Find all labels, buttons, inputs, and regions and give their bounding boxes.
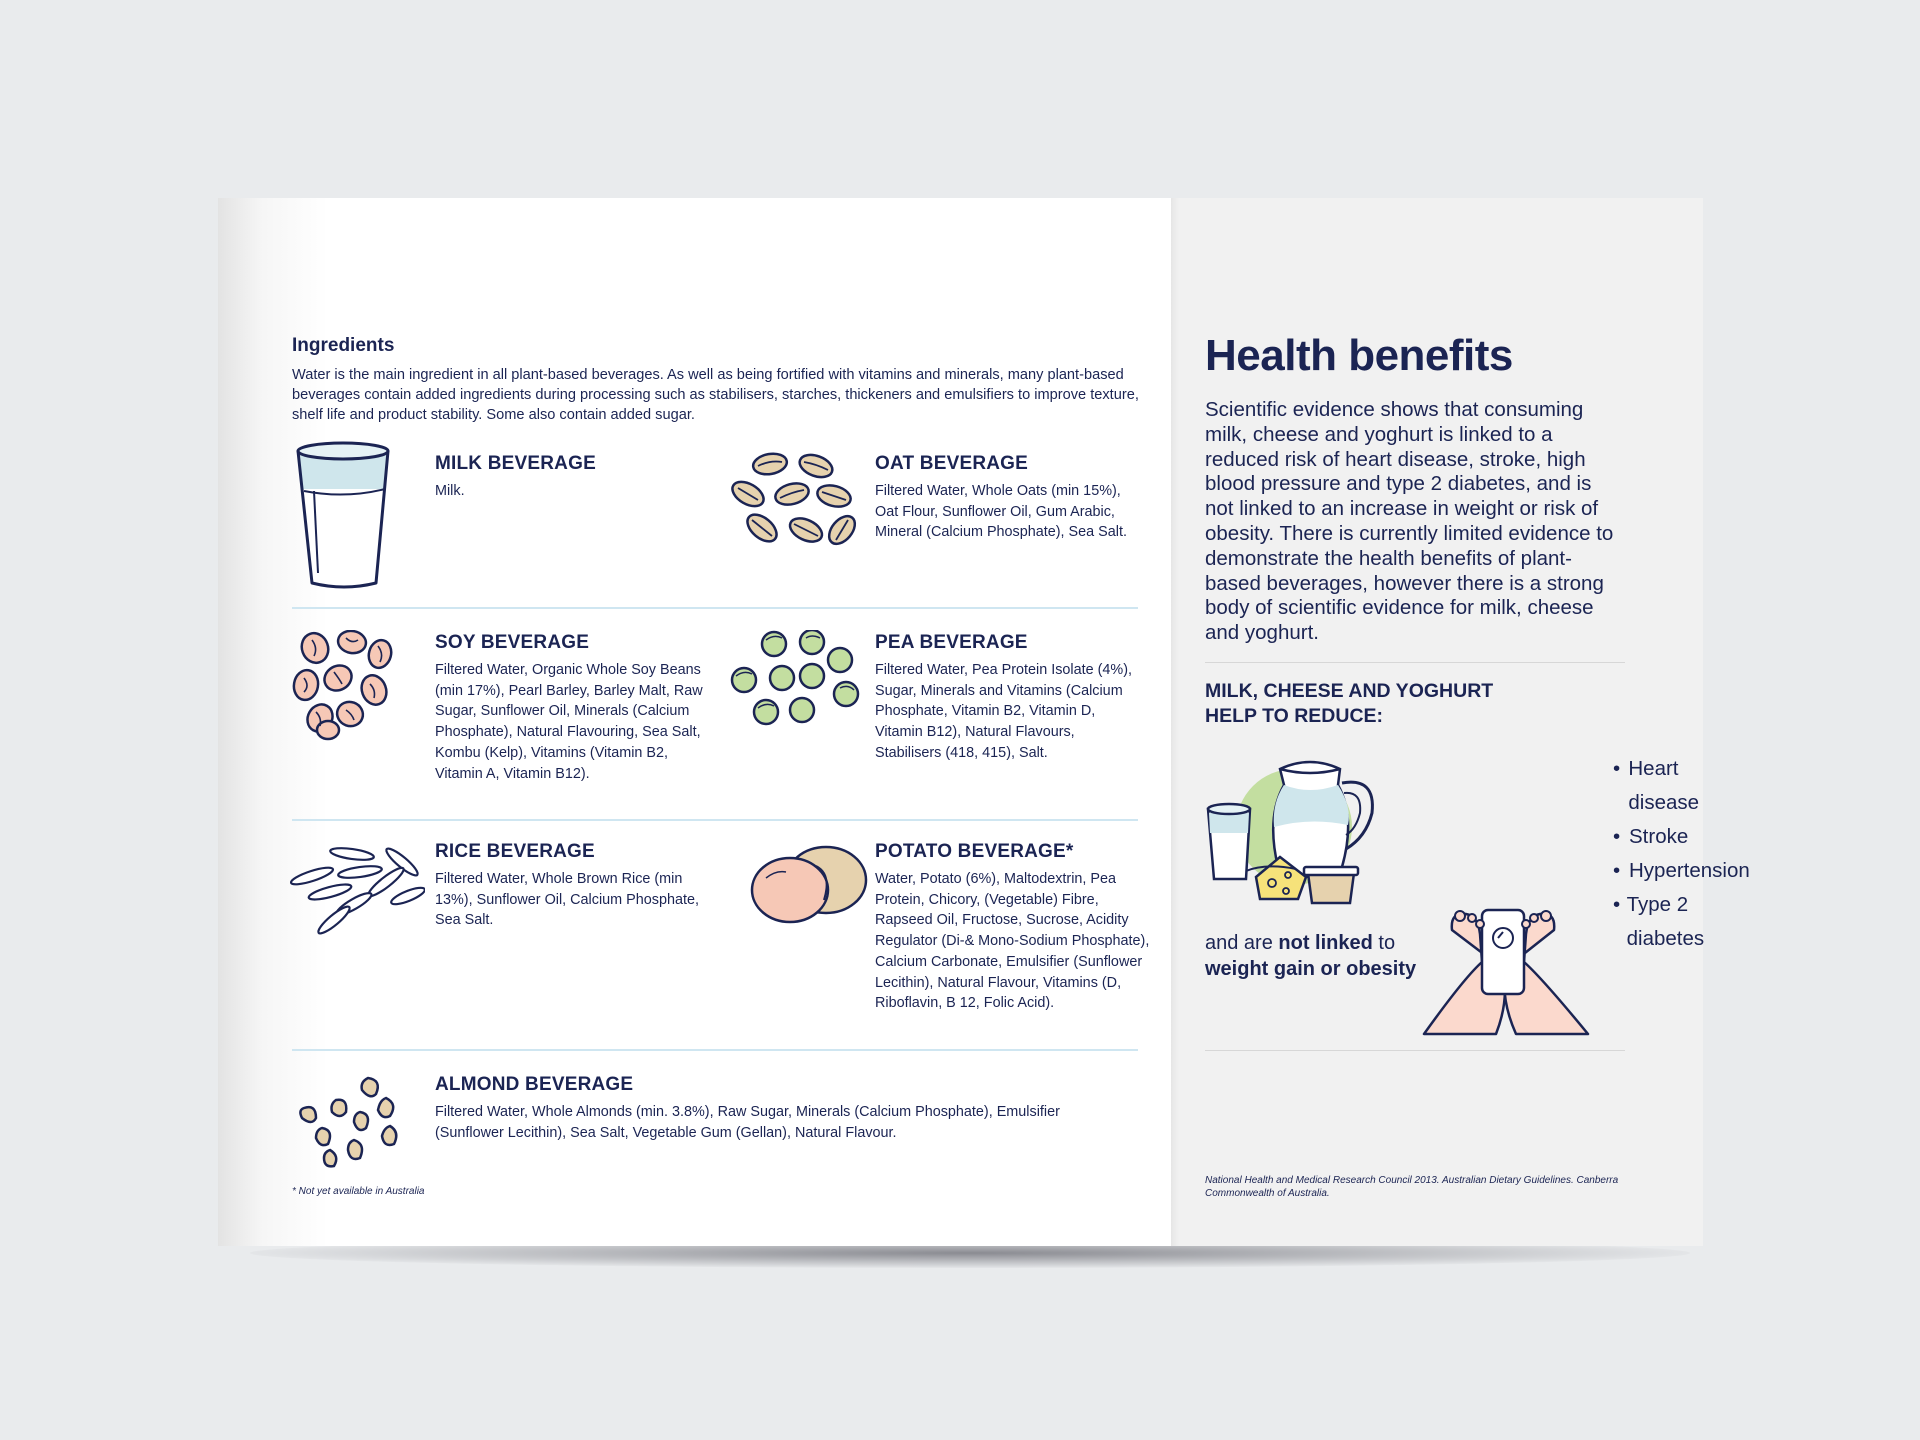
- potato-beverage-ingredients: Water, Potato (6%), Maltodextrin, Pea Protein, Chicory, (Vegetable) Fibre, Rapseed Oil, Fructose, Sucrose, Acidity Regulator (Di-& Mono-Sodium Phosphate), Calcium Carbonate, Emulsifier (Sunflower Lecithin), Natural Flavour, Vitamins (D, Riboflavin, B 12, Folic Acid).: [875, 871, 1150, 1012]
- ingredients-title: Ingredients: [292, 335, 395, 356]
- dairy-illustration-icon: [1206, 747, 1396, 917]
- not-linked-statement: and are not linked to weight gain or obesity: [1205, 932, 1417, 980]
- oats-icon: [728, 450, 858, 550]
- soy-beans-icon: [290, 630, 400, 742]
- reduce-list: [1613, 752, 1750, 956]
- pea-beverage-ingredients: Filtered Water, Pea Protein Isolate (4%), Sugar, Minerals and Vitamins (Calcium Phosphate, Vitamin B2, Vitamin D, Vitamin B12), Natural Flavours, Stabilisers (418, 415), Salt.: [875, 662, 1133, 761]
- milk-glass-icon: [290, 441, 394, 591]
- milk-beverage-title: MILK BEVERAGE: [435, 453, 596, 474]
- soy-beverage-title: SOY BEVERAGE: [435, 632, 590, 653]
- divider: [292, 819, 1138, 821]
- rice-beverage-ingredients: Filtered Water, Whole Brown Rice (min 13%), Sunflower Oil, Calcium Phosphate, Sea Salt.: [435, 871, 699, 929]
- rice-grains-icon: [290, 840, 425, 940]
- reference-citation: National Health and Medical Research Council 2013. Australian Dietary Guidelines. Canberra Commonwealth of Australia.: [1205, 1175, 1619, 1199]
- oat-beverage-title: OAT BEVERAGE: [875, 453, 1029, 474]
- divider: [1205, 1050, 1625, 1051]
- ingredients-intro: Water is the main ingredient in all plant-based beverages. As well as being fortified with vitamins and minerals, many plant-based beverages contain added ingredients during processing such as stabilisers, starches, thickeners and emulsifiers to improve texture, shelf life and product stability. Some also contain added sugar.: [292, 367, 1139, 423]
- list-item: • Heart disease: [1613, 757, 1700, 814]
- potatoes-icon: [746, 840, 871, 930]
- scale-feet-icon: [1420, 908, 1630, 1038]
- divider: [292, 607, 1138, 609]
- soy-beverage-ingredients: Filtered Water, Organic Whole Soy Beans (min 17%), Pearl Barley, Barley Malt, Raw Sugar, Sunflower Oil, Minerals (Calcium Phosphate), Natural Flavouring, Sea Salt, Kombu (Kelp), Vitamins (Vitamin B2, Vitamin A, Vitamin B12).: [435, 662, 703, 782]
- almonds-icon: [290, 1074, 405, 1169]
- brochure-spread: [218, 198, 1750, 1246]
- almond-beverage-ingredients: Filtered Water, Whole Almonds (min. 3.8%), Raw Sugar, Minerals (Calcium Phosphate), Emulsifier (Sunflower Lecithin), Sea Salt, Vegetable Gum (Gellan), Natural Flavour.: [435, 1104, 1060, 1141]
- health-benefits-title: Health benefits: [1205, 331, 1513, 380]
- oat-beverage-ingredients: Filtered Water, Whole Oats (min 15%), Oat Flour, Sunflower Oil, Gum Arabic, Mineral (Calcium Phosphate), Sea Salt.: [875, 483, 1127, 541]
- list-item: • Type 2 diabetes: [1613, 893, 1705, 950]
- rice-beverage-title: RICE BEVERAGE: [435, 841, 595, 862]
- divider: [1205, 662, 1625, 663]
- reduce-heading: MILK, CHEESE AND YOGHURT HELP TO REDUCE:: [1205, 680, 1494, 727]
- left-page: [218, 198, 1171, 1246]
- health-benefits-body: Scientific evidence shows that consuming milk, cheese and yoghurt is linked to a reduced risk of heart disease, stroke, high blood pressure and type 2 diabetes, and is not linked to an increase in weight or risk of obesity. There is currently limited evidence to demonstrate the health benefits of plant-based beverages, however there is a strong body of scientific evidence for milk, cheese and yoghurt.: [1205, 398, 1614, 645]
- list-item: • Hypertension: [1613, 859, 1750, 882]
- footnote: * Not yet available in Australia: [292, 1186, 425, 1197]
- pea-beverage-title: PEA BEVERAGE: [875, 632, 1028, 653]
- potato-beverage-title: POTATO BEVERAGE*: [875, 841, 1074, 862]
- list-item: • Stroke: [1613, 825, 1689, 848]
- almond-beverage-title: ALMOND BEVERAGE: [435, 1074, 634, 1095]
- peas-icon: [730, 630, 865, 730]
- milk-beverage-ingredients: Milk.: [435, 483, 465, 499]
- divider: [292, 1049, 1138, 1051]
